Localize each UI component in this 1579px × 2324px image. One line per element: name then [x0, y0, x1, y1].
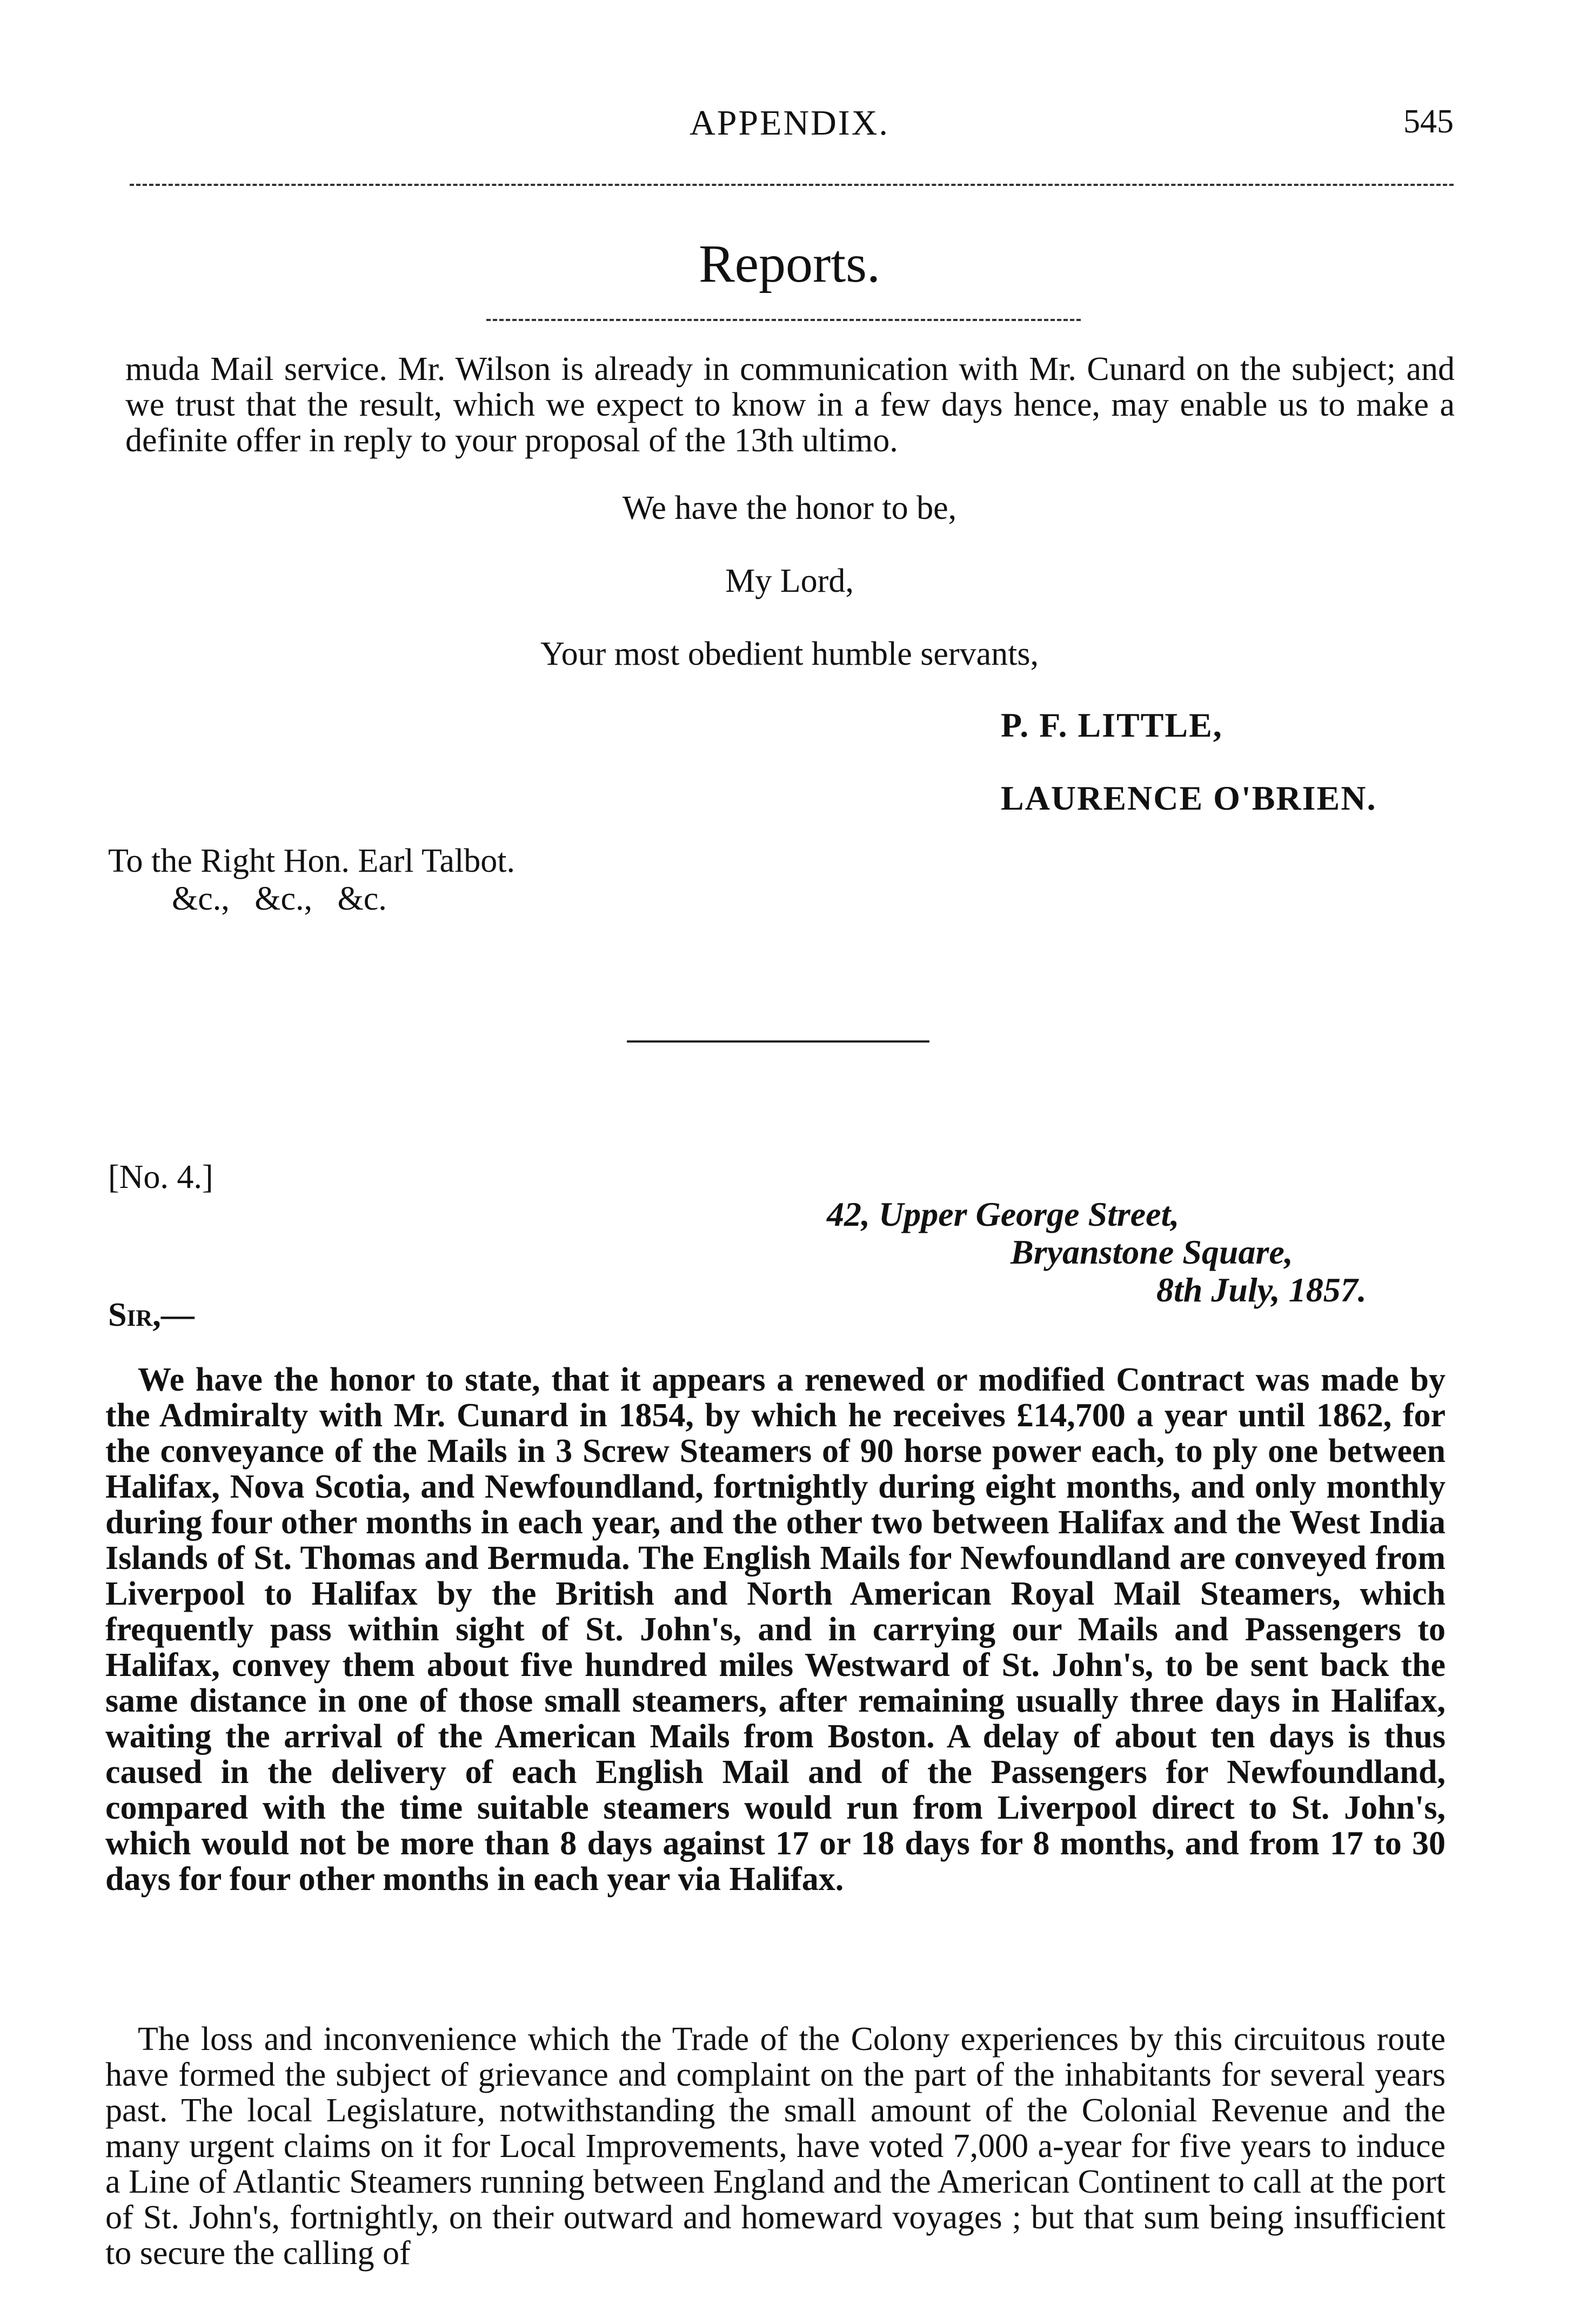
salutation: Sir,— [108, 1297, 195, 1333]
letter1-body: muda Mail service. Mr. Wilson is already in communication with Mr. Cunard on the subject; and we trust that the result, which we expect to know in a few days hence, may enable us to make a definite offer in reply to your proposal of the 13th ultimo. [125, 351, 1455, 459]
closing-line-2: My Lord, [725, 563, 854, 599]
address-line-2: Bryanstone Square, [1011, 1233, 1293, 1271]
addressee-line-2: &c., &c., &c. [172, 880, 387, 917]
section-rule [486, 319, 1081, 321]
letter-divider [627, 1040, 929, 1043]
signatory-1: P. F. LITTLE, [1001, 706, 1223, 744]
header-rule [130, 184, 1454, 186]
address-line-1: 42, Upper George Street, [827, 1195, 1180, 1233]
signatory-2: LAURENCE O'BRIEN. [1001, 779, 1377, 817]
page-number: 545 [1403, 103, 1454, 140]
paragraph-2: The loss and inconvenience which the Trade of the Colony experiences by this circuitous route have formed the subject of grievance and complaint on the part of the inhabitants for several years past. The local Legislature, notwithstanding the small amount of the Colonial Revenue and the many urgent claims on it for Local Improvements, have voted 7,000 a-year for five years to induce a Line of Atlantic Steamers running between England and the American Continent to call at the port of St. John's, fortnightly, on their outward and homeward voyages ; but that sum being insufficient to secure the calling of [105, 2021, 1446, 2272]
running-title: APPENDIX. [690, 103, 889, 143]
paragraph-1: We have the honor to state, that it appears a renewed or modified Contract was made by the Admiralty with Mr. Cunard in 1854, by which he receives £14,700 a year until 1862, for the conveyance of the Mails in 3 Screw Steamers of 90 horse power each, to ply one between Halifax, Nova Scotia, and Newfoundland, fortnightly during eight months, and only monthly during four other months in each year, and the other two between Halifax and the West India Islands of St. Thomas and Bermuda. The English Mails for Newfoundland are conveyed from Liverpool to Halifax by the British and North American Royal Mail Steamers, which frequently pass within sight of St. John's, and in carrying our Mails and Passengers to Halifax, convey them about five hundred miles Westward of St. John's, to be sent back the same distance in one of those small steamers, after remaining usually three days in Halifax, waiting the arrival of the American Mails from Boston. A delay of about ten days is thus caused in the delivery of each English Mail and of the Passengers for Newfoundland, compared with the time suitable steamers would run from Liverpool direct to St. John's, which would not be more than 8 days against 17 or 18 days for 8 months, and from 17 to 30 days for four other months in each year via Halifax. [105, 1361, 1446, 1898]
running-head [0, 103, 1579, 151]
addressee-line-1: To the Right Hon. Earl Talbot. [108, 843, 516, 879]
closing-line-1: We have the honor to be, [622, 490, 957, 526]
closing-line-3: Your most obedient humble servants, [540, 636, 1039, 672]
section-title: Reports. [698, 233, 881, 293]
letter-number: [No. 4.] [108, 1159, 213, 1196]
address-line-3: 8th July, 1857. [1156, 1271, 1367, 1309]
